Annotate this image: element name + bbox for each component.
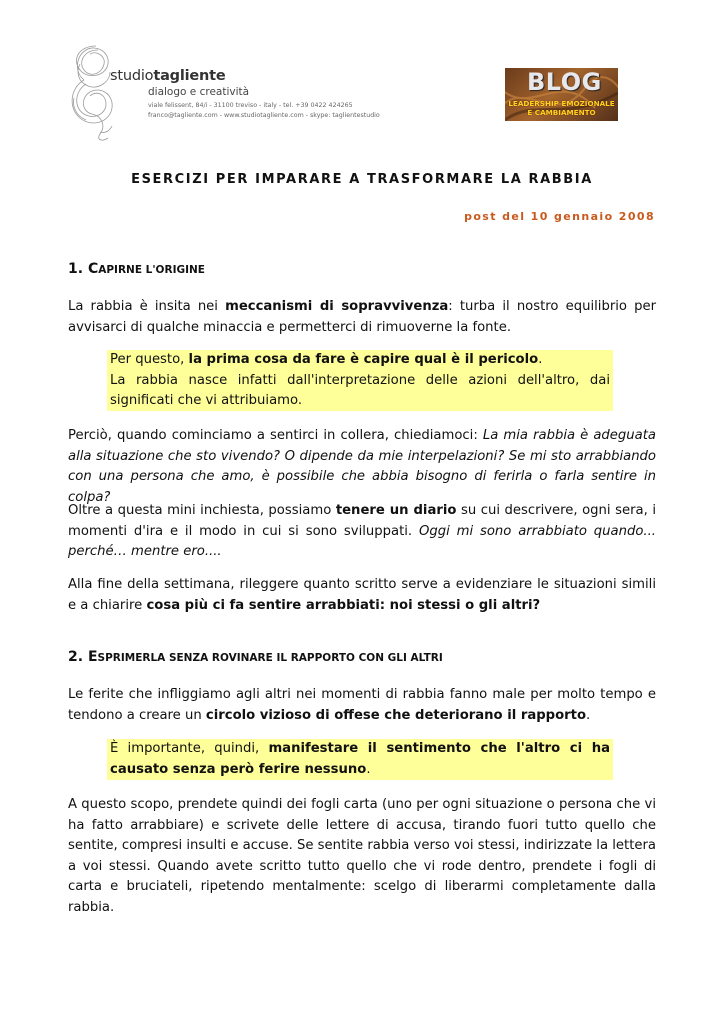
blog-subtitle-2: E CAMBIAMENTO xyxy=(527,108,596,117)
section-1-heading: 1. CAPIRNE L'ORIGINE xyxy=(68,261,205,277)
blog-badge xyxy=(505,68,618,121)
document-title: ESERCIZI PER IMPARARE A TRASFORMARE LA RABBIA xyxy=(131,172,593,187)
section-1-paragraph-4: Alla fine della settimana, rileggere quanto scritto serve a evidenziare le situazioni simili e a chiarire cosa più ci fa sentire arrabbiati: noi stessi o gli altri? xyxy=(68,577,656,613)
post-date: post del 10 gennaio 2008 xyxy=(464,210,655,223)
section-2-paragraph-1: Le ferite che infliggiamo agli altri nei momenti di rabbia fanno male per molto tempo e tendono a creare un circolo vizioso di offese che deteriorano il rapporto. xyxy=(68,687,656,723)
section-2-heading: 2. ESPRIMERLA SENZA ROVINARE IL RAPPORTO CON GLI ALTRI xyxy=(68,649,443,665)
blog-title: BLOG xyxy=(527,68,602,96)
section-2-highlight-box: È importante, quindi, manifestare il sentimento che l'altro ci ha causato senza però ferire nessuno. xyxy=(107,739,613,780)
logo-swirl-icon xyxy=(66,42,126,144)
section-2-paragraph-2: A questo scopo, prendete quindi dei fogli carta (uno per ogni situazione o persona che vi ha fatto arrabbiare) e scrivete delle lettere di accusa, tirando fuori tutto quello che sentite, compresi insulti e accuse. Se sentite rabbia verso voi stessi, indirizzate la lettera a voi stessi. Quando avete scritto tutto quello che vi rode dentro, prendete i fogli di carta e bruciateli, ripetendo mentalmente: scelgo di liberarmi completamente dalla rabbia. xyxy=(68,797,656,915)
blog-subtitle-1: LEADERSHIP EMOZIONALE xyxy=(508,99,615,108)
contact-address: viale felissent, 84/i - 31100 treviso - italy - tel. +39 0422 424265 xyxy=(148,102,353,109)
section-1-paragraph-2: Perciò, quando cominciamo a sentirci in collera, chiediamoci: La mia rabbia è adeguata alla situazione che sto vivendo? O dipende da mie interpelazioni? Se mi sto arrabbiando con una persona che amo, è possibile che abbia bisogno di ferirla o farla sentire in colpa? xyxy=(68,428,656,505)
studio-logo xyxy=(66,42,380,144)
contact-web: franco@tagliente.com - www.studiotagliente.com - skype: taglientestudio xyxy=(148,112,380,119)
section-1-paragraph-1: La rabbia è insita nei meccanismi di sopravvivenza: turba il nostro equilibrio per avvisarci di qualche minaccia e permetterci di rimuoverne la fonte. xyxy=(68,299,656,335)
brand-name: studiotagliente xyxy=(110,68,226,84)
brand-tagline: dialogo e creatività xyxy=(148,86,250,98)
section-1-paragraph-3: Oltre a questa mini inchiesta, possiamo tenere un diario su cui descrivere, ogni sera, i momenti d'ira e il modo in cui si sono sviluppati. Oggi mi sono arrabbiato quando... perché… mentre ero.... xyxy=(68,503,656,559)
section-1-highlight-box: Per questo, la prima cosa da fare è capire qual è il pericolo. La rabbia nasce infatti dall'interpretazione delle azioni dell'altro, dai significati che vi attribuiamo. xyxy=(107,350,613,411)
